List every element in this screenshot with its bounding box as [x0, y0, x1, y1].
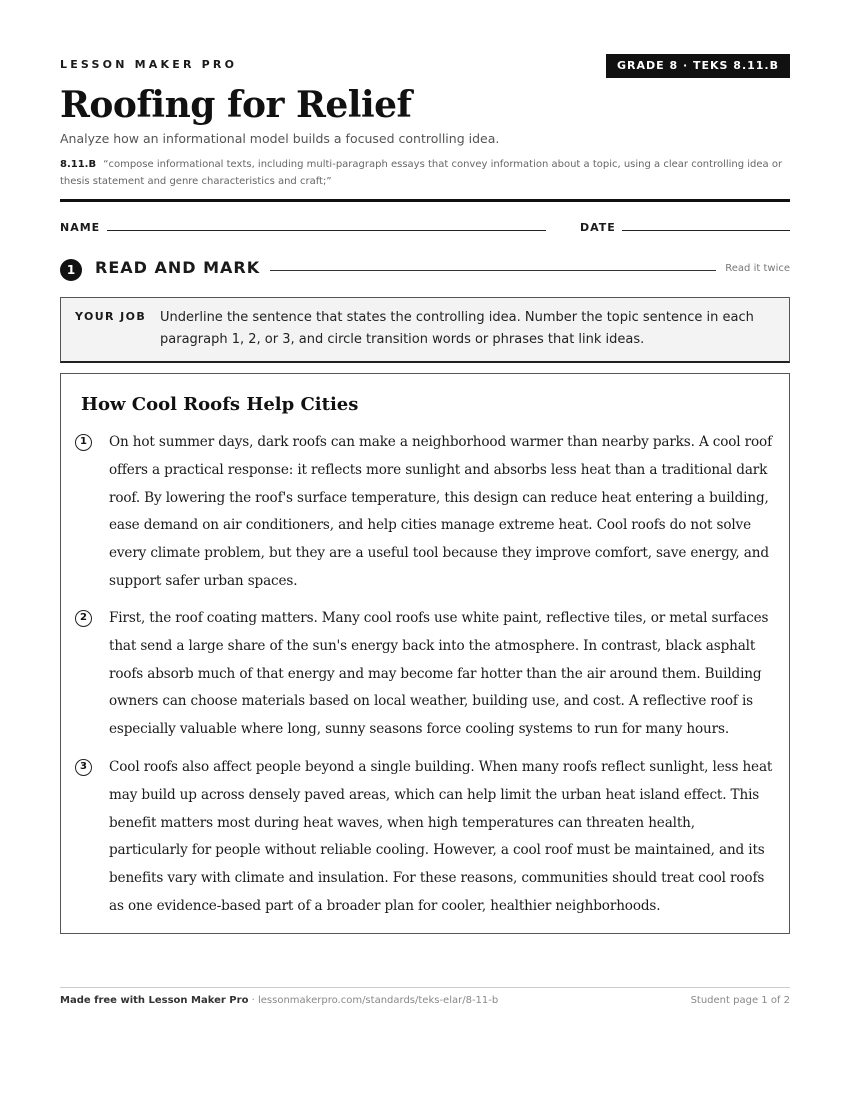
header-divider	[60, 199, 790, 202]
step-number-badge: 1	[60, 259, 82, 281]
paragraph-number-badge: 1	[75, 434, 92, 451]
instructions-box	[60, 297, 790, 363]
standard-code: 8.11.B	[60, 159, 97, 170]
date-field[interactable]	[622, 230, 790, 231]
footer-url[interactable]: · lessonmakerpro.com/standards/teks-elar/8-11-b	[248, 995, 499, 1006]
name-field[interactable]	[107, 230, 546, 231]
instructions-label: YOUR JOB	[75, 310, 147, 323]
brand-name: LESSON MAKER PRO	[60, 58, 238, 71]
paragraph-text: First, the roof coating matters. Many cool roofs use white paint, reflective tiles, or metal surfaces that send a large share of the sun's energy back into the atmosphere. In contrast, black asphalt roofs absorb much of that energy and may become far hotter than the air around them. Building owners can choose materials based on local weather, building use, and cost. A reflective roof is especially valuable where long, sunny seasons force cooling systems to run for many hours.	[109, 610, 769, 738]
footer-credit	[60, 995, 498, 1006]
instructions-text: Underline the sentence that states the controlling idea. Number the topic sentence in each paragraph 1, 2, or 3, and circle transition words or phrases that link ideas.	[160, 310, 754, 347]
footer-page-number: Student page 1 of 2	[690, 995, 790, 1006]
grade-badge: GRADE 8 · TEKS 8.11.B	[606, 54, 790, 78]
paragraph-number-badge: 2	[75, 610, 92, 627]
section-title: READ AND MARK	[95, 258, 261, 277]
footer-made-with: Made free with Lesson Maker Pro	[60, 995, 249, 1006]
passage-title: How Cool Roofs Help Cities	[81, 394, 359, 415]
paragraph-number-badge: 3	[75, 759, 92, 776]
name-label: NAME	[60, 221, 101, 234]
page-subtitle: Analyze how an informational model builds a focused controlling idea.	[60, 131, 500, 146]
date-label: DATE	[580, 221, 616, 234]
section-rule	[270, 270, 716, 271]
footer-divider	[60, 987, 790, 988]
standard-description	[60, 156, 790, 190]
section-header	[60, 258, 790, 282]
reading-passage	[60, 373, 790, 934]
page-title: Roofing for Relief	[60, 84, 412, 126]
paragraph-text: On hot summer days, dark roofs can make a neighborhood warmer than nearby parks. A cool roof offers a practical response: it reflects more sunlight and absorbs less heat than a traditional dark roof. By lowering the roof's surface temperature, this design can reduce heat entering a building, ease demand on air conditioners, and help cities manage extreme heat. Cool roofs do not solve every climate problem, but they are a useful tool because they improve comfort, save energy, and support safer urban spaces.	[109, 434, 772, 589]
paragraph-text: Cool roofs also affect people beyond a single building. When many roofs reflect sunlight, less heat may build up across densely paved areas, which can help limit the urban heat island effect. This benefit matters most during heat waves, when high temperatures can threaten health, particularly for people without reliable cooling. However, a cool roof must be maintained, and its benefits vary with climate and insulation. For these reasons, communities should treat cool roofs as one evidence-based part of a broader plan for cooler, healthier neighborhoods.	[109, 759, 773, 914]
section-note: Read it twice	[725, 263, 790, 274]
standard-text: “compose informational texts, including multi-paragraph essays that convey information about a topic, using a clear controlling idea or thesis statement and genre characteristics and craft;”	[60, 159, 783, 187]
